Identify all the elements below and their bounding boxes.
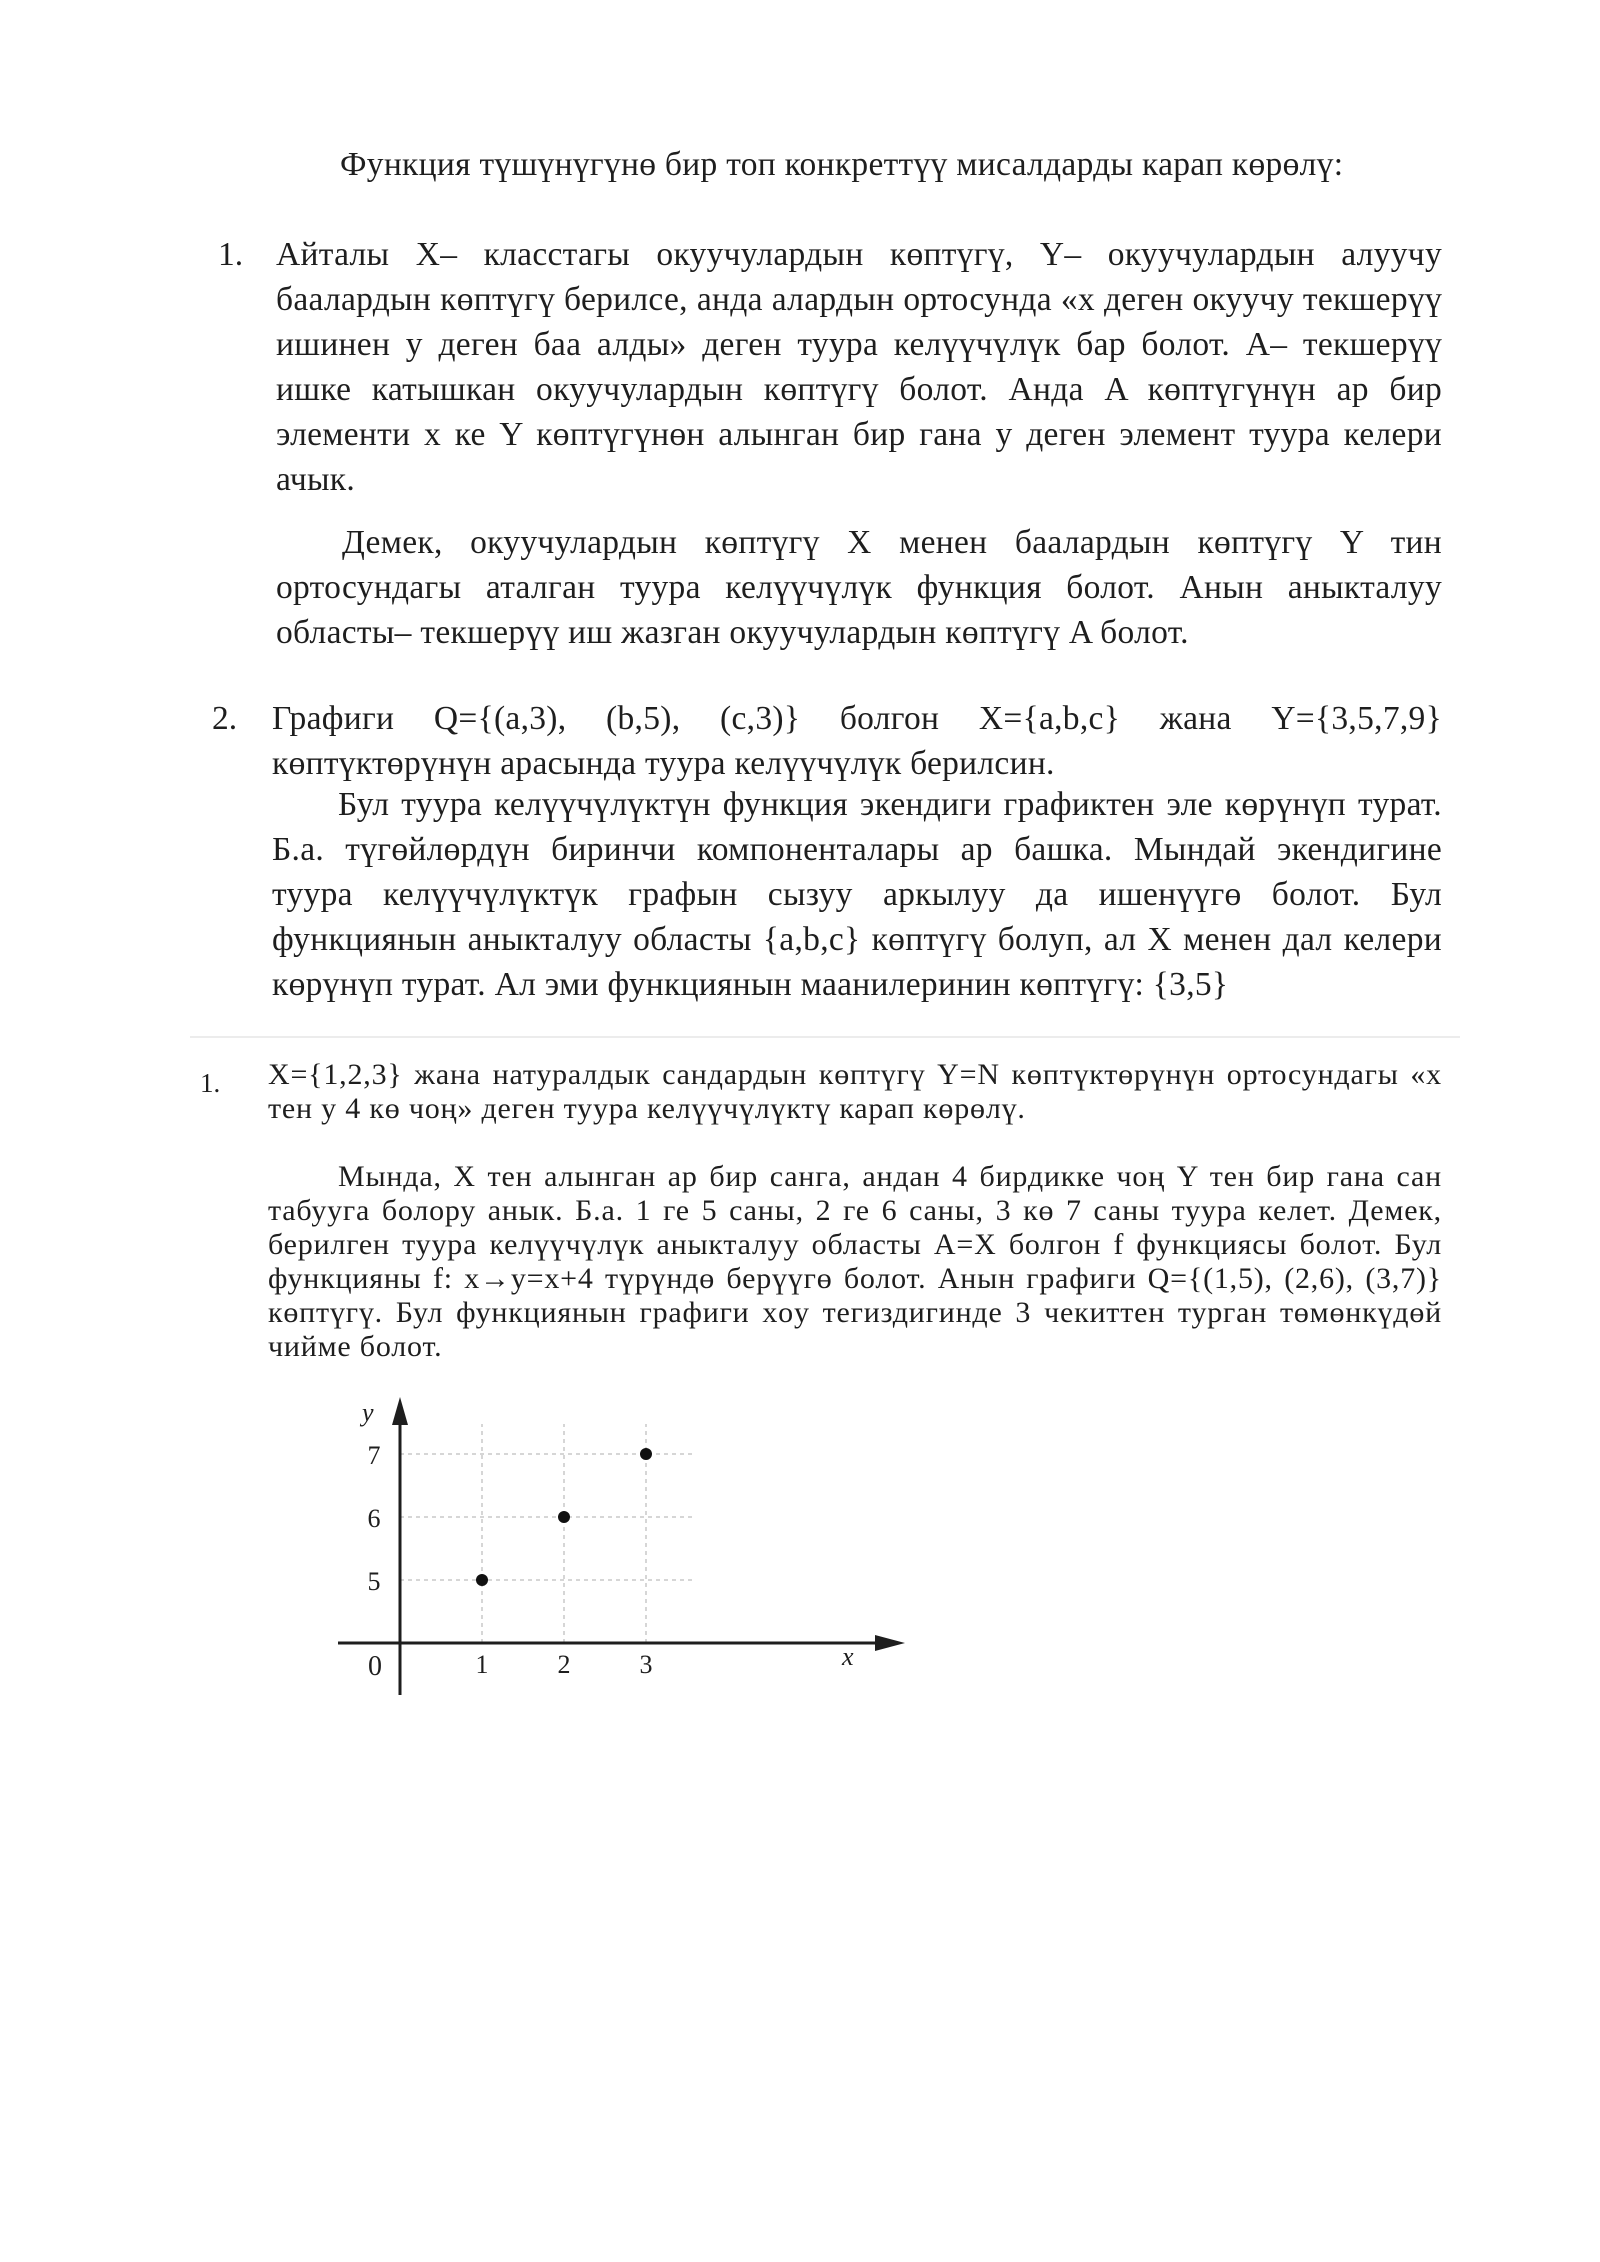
function-graph [320, 1395, 920, 1705]
chart-grid [400, 1424, 696, 1643]
x-axis-arrow [875, 1635, 905, 1651]
item-1-continuation: Демек, окуучулардын көптүгү X менен баалардын көптүгү Y тин ортосундагы аталган туура келүүчүлүк функция болот. Анын аныкталуу областы– текшерүү иш жазган окуучулардын көптүгү A болот. [276, 524, 1442, 651]
data-point-3 [640, 1448, 652, 1460]
item-1-number: 1. [218, 236, 244, 273]
y-tick-label: 5 [367, 1567, 381, 1596]
y-axis-label: y [362, 1398, 374, 1427]
item-2-number: 2. [212, 700, 238, 737]
y-axis-arrow [392, 1397, 408, 1425]
item-2-continuation: Бул туура келүүчүлүктүн функция экендиги графиктен эле көрүнүп турат. Б.а. түгөйлөрдүн биринчи компоненталары ар башка. Мындай экендигине туура келүүчүлүктүк графын сызуу аркылуу да ишенүүгө болот. Бул функциянын аныкталуу областы {a,b,c} көптүгү болуп, ал X менен дал келери көрүнүп турат. Ал эми функциянын маанилеринин көптүгү: {3,5} [272, 786, 1442, 1003]
y-tick-label: 7 [367, 1441, 381, 1470]
section-divider [190, 1036, 1460, 1038]
data-point-1 [476, 1574, 488, 1586]
x-tick-label: 3 [639, 1650, 653, 1679]
item-1-text: Айталы X– класстагы окуучулардын көптүгү, Y– окуучулардын алуучу баалардын көптүгү берилсе, анда алардын ортосунда «x деген окуучу текшерүү ишинен y деген баа алды» деген туура келүүчүлүк бар болот. A– текшерүү ишке катышкан окуучулардын көптүгү болот. Анда A көптүгүнүн ар бир элементи x ке Y көптүгүнөн алынган бир гана y деген элемент туура келери ачык. [276, 236, 1442, 498]
y-tick-labels [368, 1441, 381, 1596]
example-text: X={1,2,3} жана натуралдык сандардын көптүгү Y=N көптүктөрүнүн ортосундагы «x тен y 4 кө чоң» деген туура келүүчүлүктү карап көрөлү. [268, 1058, 1442, 1125]
intro-paragraph: Функция түшүнүгүнө бир топ конкреттүү мисалдарды карап көрөлү: [340, 146, 1344, 183]
x-tick-labels [476, 1650, 653, 1679]
x-axis-label: x [842, 1642, 854, 1671]
data-point-2 [558, 1511, 570, 1523]
x-tick-label: 2 [557, 1650, 571, 1679]
y-tick-label: 6 [367, 1504, 381, 1533]
example-continuation: Мында, X тен алынган ар бир санга, андан 4 бирдикке чоң Y тен бир гана сан табууга болору анык. Б.а. 1 ге 5 саны, 2 ге 6 саны, 3 кө 7 саны туура келет. Демек, берилген туура келүүчүлүк аныкталуу областы A=X болгон f функциясы болот. Бул функцияны f: x→y=x+4 түрүндө берүүгө болот. Анын графиги Q={(1,5), (2,6), (3,7)} көптүгү. Бул функциянын графиги xoy тегиздигинде 3 чекиттен турган төмөнкүдөй чийме болот. [268, 1160, 1442, 1363]
x-tick-label: 1 [475, 1650, 489, 1679]
origin-label: 0 [368, 1651, 382, 1682]
item-2-text: Графиги Q={(a,3), (b,5), (c,3)} болгон X={a,b,c} жана Y={3,5,7,9} көптүктөрүнүн арасында туура келүүчүлүк берилсин. [272, 700, 1442, 782]
example-number: 1. [200, 1068, 221, 1098]
